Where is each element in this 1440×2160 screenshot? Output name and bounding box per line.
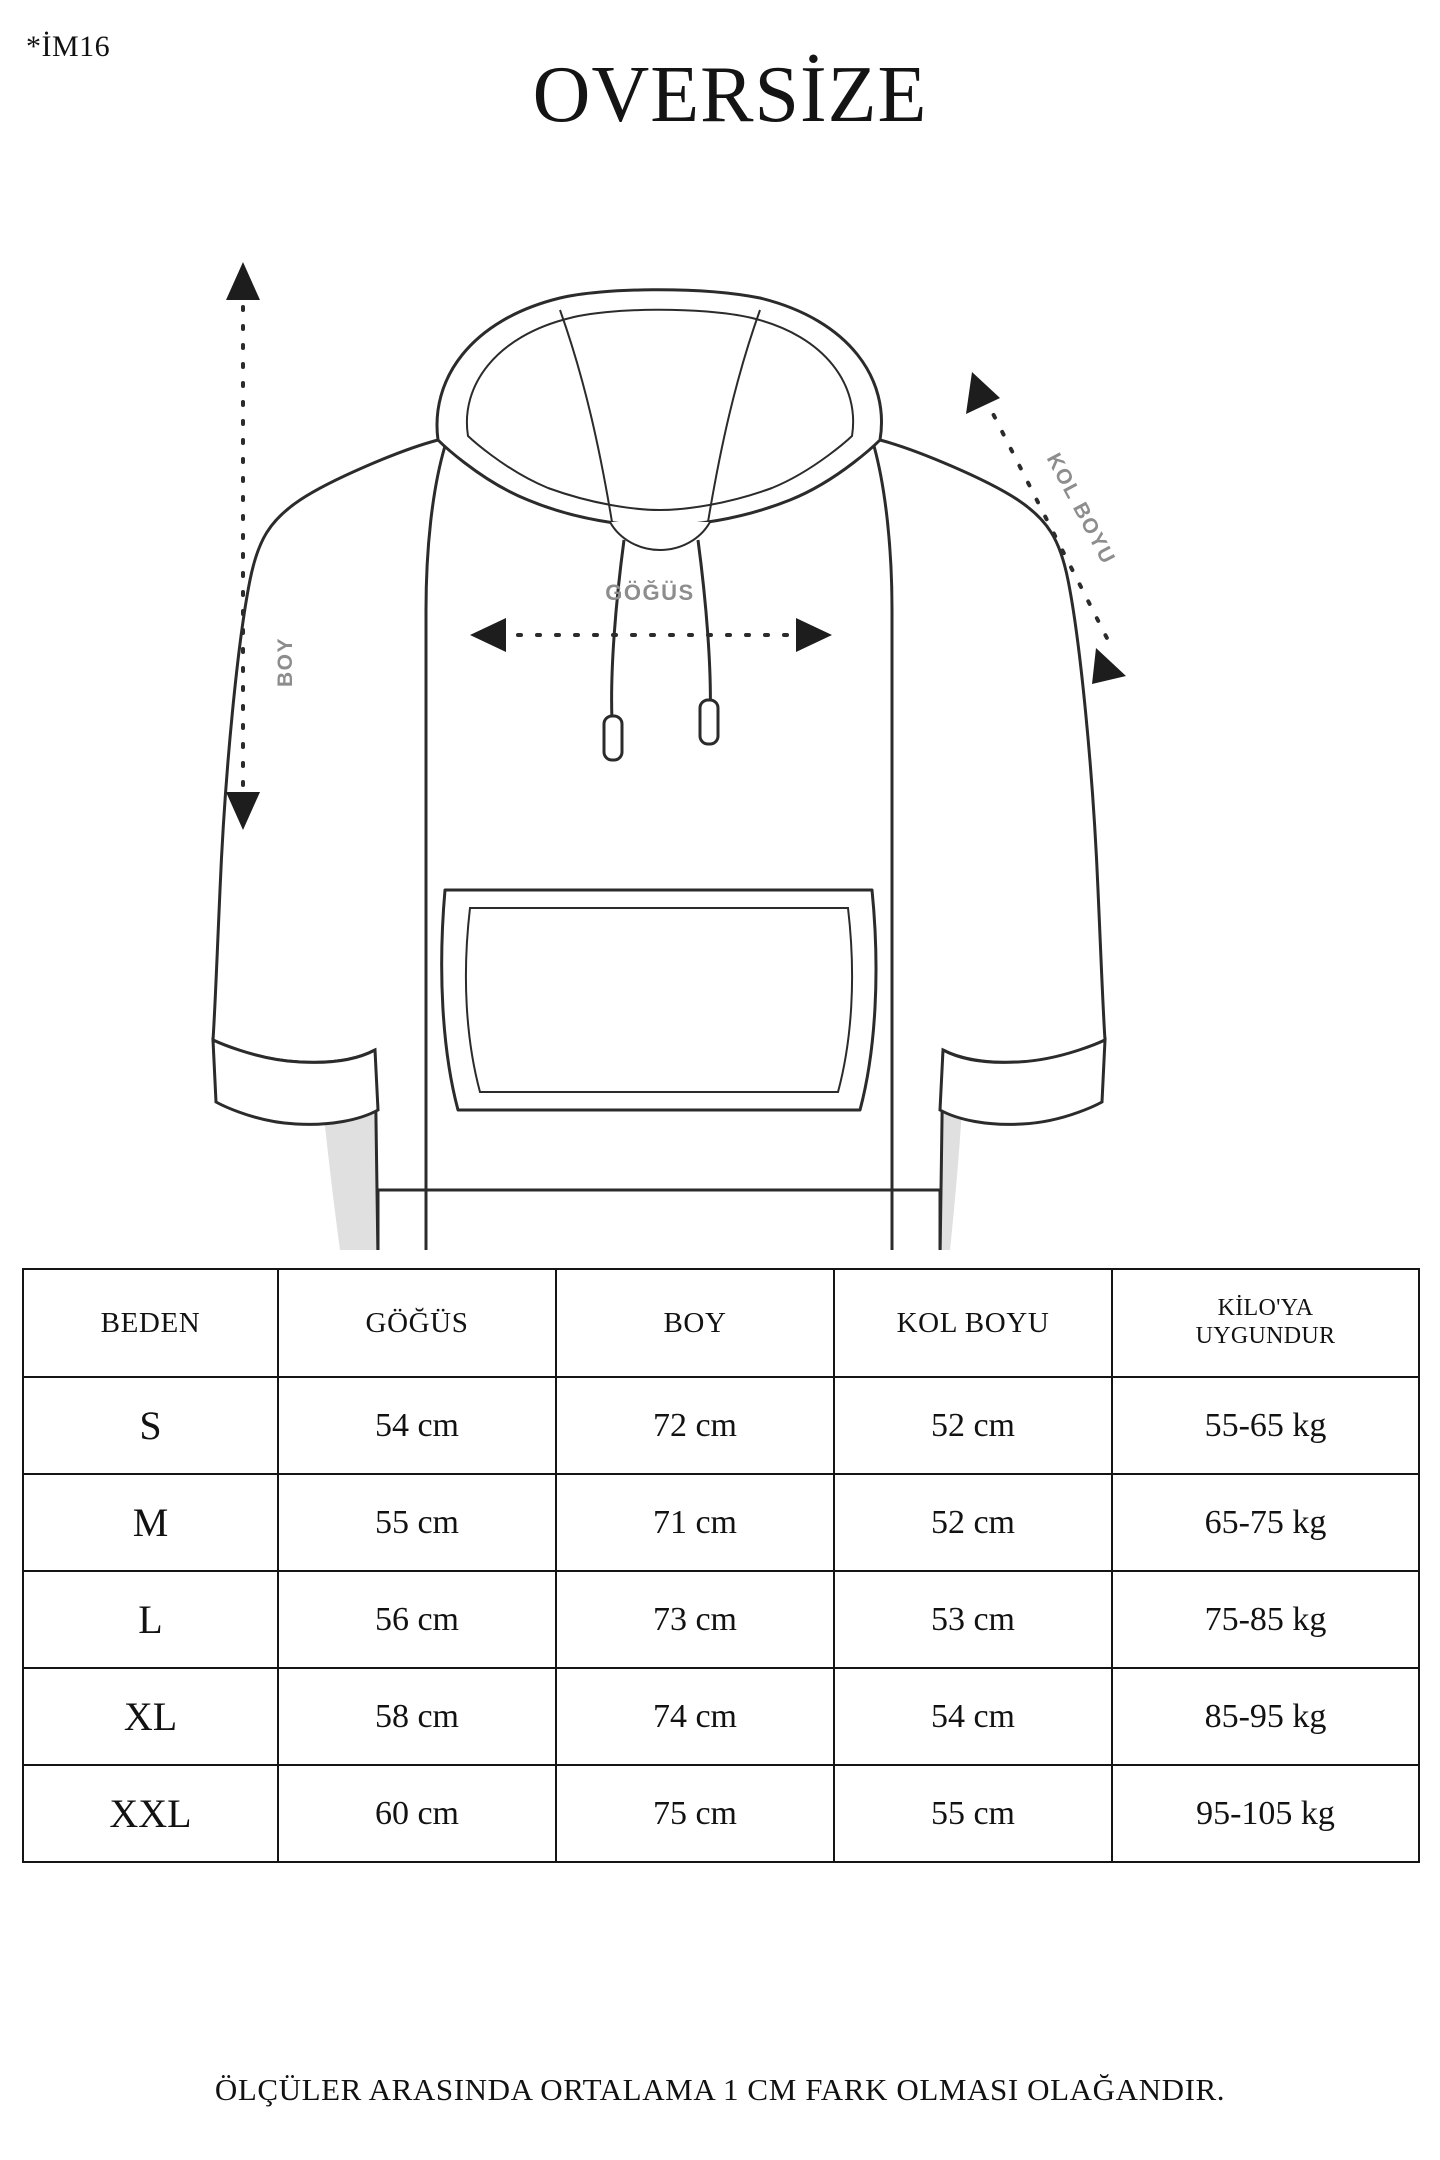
header-kilo-line1: KİLO'YA — [1217, 1295, 1314, 1322]
cell-beden: XXL — [23, 1765, 278, 1862]
header-kol-boyu: KOL BOYU — [834, 1269, 1112, 1377]
length-label: BOY — [274, 636, 297, 688]
page-title: OVERSİZE — [532, 51, 928, 139]
chest-label: GÖĞÜS — [605, 580, 695, 605]
garment-diagram — [0, 250, 1440, 1250]
header-kilo-line2: UYGUNDUR — [1195, 1323, 1336, 1349]
cell-kol: 52 cm — [834, 1474, 1112, 1571]
cell-beden: S — [23, 1377, 278, 1474]
table-row — [23, 1668, 1419, 1765]
table-row — [23, 1571, 1419, 1668]
table-row — [23, 1474, 1419, 1571]
cell-gogus: 54 cm — [278, 1377, 556, 1474]
cell-gogus: 55 cm — [278, 1474, 556, 1571]
header-kilo — [1112, 1269, 1419, 1377]
cell-boy: 73 cm — [556, 1571, 834, 1668]
table-row — [23, 1765, 1419, 1862]
table-row — [23, 1377, 1419, 1474]
cell-boy: 75 cm — [556, 1765, 834, 1862]
cell-beden: XL — [23, 1668, 278, 1765]
cell-kilo: 65-75 kg — [1112, 1474, 1419, 1571]
header-gogus: GÖĞÜS — [278, 1269, 556, 1377]
cell-gogus: 58 cm — [278, 1668, 556, 1765]
cell-boy: 71 cm — [556, 1474, 834, 1571]
cell-gogus: 60 cm — [278, 1765, 556, 1862]
cell-boy: 74 cm — [556, 1668, 834, 1765]
table-header-row — [23, 1269, 1419, 1377]
cell-kilo: 55-65 kg — [1112, 1377, 1419, 1474]
cell-kol: 54 cm — [834, 1668, 1112, 1765]
cell-kol: 53 cm — [834, 1571, 1112, 1668]
cell-kilo: 95-105 kg — [1112, 1765, 1419, 1862]
cell-kol: 55 cm — [834, 1765, 1112, 1862]
size-table-container — [22, 1268, 1418, 1863]
cell-boy: 72 cm — [556, 1377, 834, 1474]
cell-beden: L — [23, 1571, 278, 1668]
cell-kilo: 75-85 kg — [1112, 1571, 1419, 1668]
sleeve-label: KOL BOYU — [1041, 449, 1120, 569]
hoodie-illustration — [213, 290, 1105, 1250]
header-beden: BEDEN — [23, 1269, 278, 1377]
footer-note: ÖLÇÜLER ARASINDA ORTALAMA 1 CM FARK OLMASI OLAĞANDIR. — [214, 2072, 1226, 2107]
product-code-label: *İM16 — [26, 30, 111, 63]
cell-gogus: 56 cm — [278, 1571, 556, 1668]
cell-kol: 52 cm — [834, 1377, 1112, 1474]
cell-kilo: 85-95 kg — [1112, 1668, 1419, 1765]
header-boy: BOY — [556, 1269, 834, 1377]
cell-beden: M — [23, 1474, 278, 1571]
size-chart-table — [22, 1268, 1420, 1863]
